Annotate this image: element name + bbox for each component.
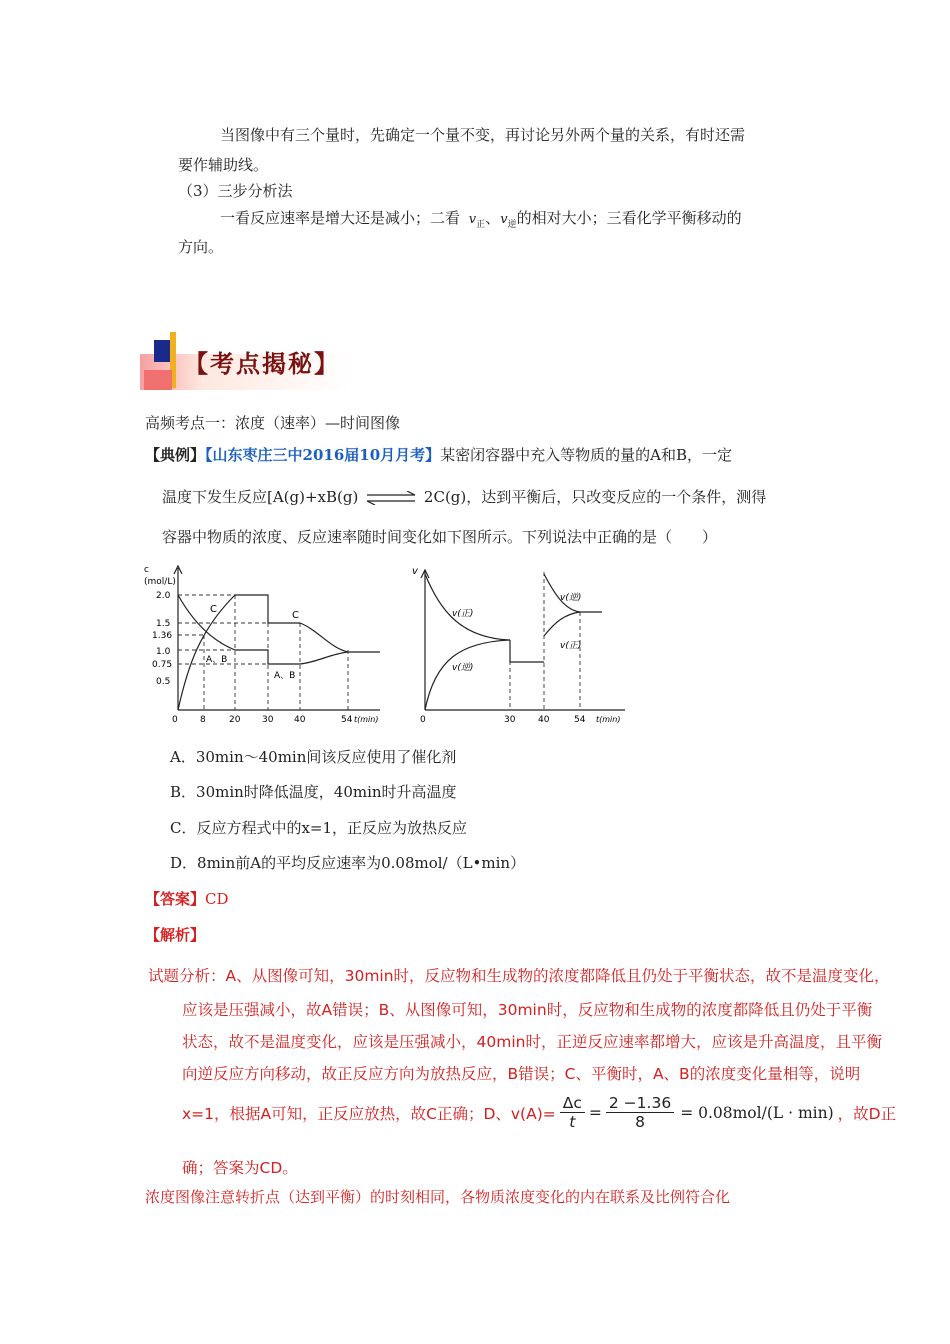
analysis-line3: 状态，故不是温度变化，应该是压强减小，40min时，正逆反应速率都增大，应该是升高温度，且平衡 xyxy=(182,1033,882,1051)
delta-c-over-t-fraction: $\frac{\Delta c}{t}$ xyxy=(560,1094,585,1131)
intro-line2: 要作辅助线。 xyxy=(178,156,269,174)
t-tick-30: 30 xyxy=(262,715,274,725)
label-v-forward-1: v(正) xyxy=(452,609,474,619)
c-axis-symbol: c xyxy=(144,565,149,575)
section-banner xyxy=(140,330,350,394)
v-reverse-curve-1 xyxy=(425,640,510,710)
example-line1: 【典例】【山东枣庄三中2016届10月月考】某密闭容器中充入等物质的量的A和B，一定 xyxy=(145,446,732,464)
c-tick-1.5: 1.5 xyxy=(156,619,171,629)
analysis-line6: 确；答案为CD。 xyxy=(182,1159,298,1177)
t-tick-0: 0 xyxy=(172,715,178,725)
rate-time-graph xyxy=(400,560,640,730)
t-tick-20: 20 xyxy=(229,715,241,725)
analysis-line5: x=1，根据A可知，正反应放热，故C正确；D、v(A)= $\frac{\Delta c}{t}$ = $\frac{2 -1.36}{8}$ = 0.08mol/(L · min) ，故D正 xyxy=(182,1094,897,1131)
label-c-2: C xyxy=(292,610,299,621)
option-a: A．30min～40min间该反应使用了催化剂 xyxy=(170,748,457,766)
equilibrium-arrow-icon xyxy=(365,491,417,505)
example-tag: 【典例】 xyxy=(145,446,206,464)
c-tick-0.5: 0.5 xyxy=(156,677,171,687)
t-tick-40: 40 xyxy=(294,715,306,725)
forward-subscript: 正 xyxy=(476,220,486,230)
answer-value: CD xyxy=(205,890,229,908)
rt-tick-30: 30 xyxy=(504,715,516,725)
c-axis-unit: (mol/L) xyxy=(144,577,176,587)
topic-title: 高频考点一：浓度（速率）—时间图像 xyxy=(145,414,401,432)
option-b: B．30min时降低温度，40min时升高温度 xyxy=(170,783,457,801)
label-ab-2: A、B xyxy=(274,671,296,681)
analysis-line2: 应该是压强减小，故A错误；B、从图像可知，30min时，反应物和生成物的浓度都降低且仍处于平衡 xyxy=(182,1001,873,1019)
v-axis-label: v xyxy=(412,566,418,577)
t-tick-54: 54 xyxy=(341,715,353,725)
three-step-line1: 一看反应速率是增大还是减小；二看 $v_正$、$v_逆$的相对大小；三看化学平衡移动的 xyxy=(220,209,742,230)
c-tick-2.0: 2.0 xyxy=(156,591,171,601)
intro-line1: 当图像中有三个量时，先确定一个量不变，再讨论另外两个量的关系，有时还需 xyxy=(220,126,746,144)
label-ab-1: A、B xyxy=(206,655,228,665)
option-d: D．8min前A的平均反应速率为0.08mol/（L•min） xyxy=(170,854,526,872)
c-tick-0.75: 0.75 xyxy=(152,660,173,670)
label-v-reverse-1: v(逆) xyxy=(452,663,474,673)
reverse-subscript: 逆 xyxy=(507,220,517,230)
rt-axis-unit: t(min) xyxy=(596,715,621,724)
label-v-reverse-2: v(逆) xyxy=(560,593,582,603)
v-symbol-2: v xyxy=(500,212,508,227)
rt-tick-0: 0 xyxy=(420,715,426,725)
c-tick-1.36: 1.36 xyxy=(152,631,173,641)
c-tick-1.0: 1.0 xyxy=(156,647,171,657)
c-curve xyxy=(178,595,380,710)
rt-tick-54: 54 xyxy=(574,715,586,725)
analysis-note: 浓度图像注意转折点（达到平衡）的时刻相同，各物质浓度变化的内在联系及比例符合化 xyxy=(145,1188,731,1206)
v-forward-curve-2 xyxy=(544,612,580,636)
analysis-line4: 向逆反应方向移动，故正反应方向为放热反应，B错误；C、平衡时，A、B的浓度变化量相等，说明 xyxy=(182,1065,861,1083)
numeric-fraction: $\frac{2 -1.36}{8}$ xyxy=(606,1094,674,1131)
rt-tick-40: 40 xyxy=(538,715,550,725)
analysis-label: 【解析】 xyxy=(145,926,206,944)
banner-title: 【考点揭秘】 xyxy=(184,349,340,378)
three-step-heading: （3）三步分析法 xyxy=(178,182,293,200)
example-line2: 温度下发生反应[A(g)+xB(g) 2C(g)，达到平衡后，只改变反应的一个条件，测得 xyxy=(162,488,767,506)
three-step-line2: 方向。 xyxy=(178,238,224,256)
v-mid-segment xyxy=(510,640,544,662)
concentration-time-graph xyxy=(140,560,395,730)
t-tick-8: 8 xyxy=(200,715,206,725)
analysis-line1: 试题分析：A、从图像可知，30min时，反应物和生成物的浓度都降低且仍处于平衡状态，故不是温度变化， xyxy=(148,967,890,985)
label-v-forward-2: v(正) xyxy=(560,641,582,651)
label-c-1: C xyxy=(210,604,217,615)
example-source: 【山东枣庄三中2016届10月月考】 xyxy=(205,446,441,464)
answer-label: 【答案】 xyxy=(145,890,206,908)
answer-line xyxy=(145,888,229,909)
v-symbol: v xyxy=(468,212,477,227)
t-axis-unit: t(min) xyxy=(354,715,379,724)
v-forward-curve-1 xyxy=(425,574,510,640)
option-c: C．反应方程式中的x=1，正反应为放热反应 xyxy=(170,819,468,837)
ab-curve xyxy=(178,595,348,664)
example-line3: 容器中物质的浓度、反应速率随时间变化如下图所示。下列说法中正确的是（ ） xyxy=(162,528,718,546)
